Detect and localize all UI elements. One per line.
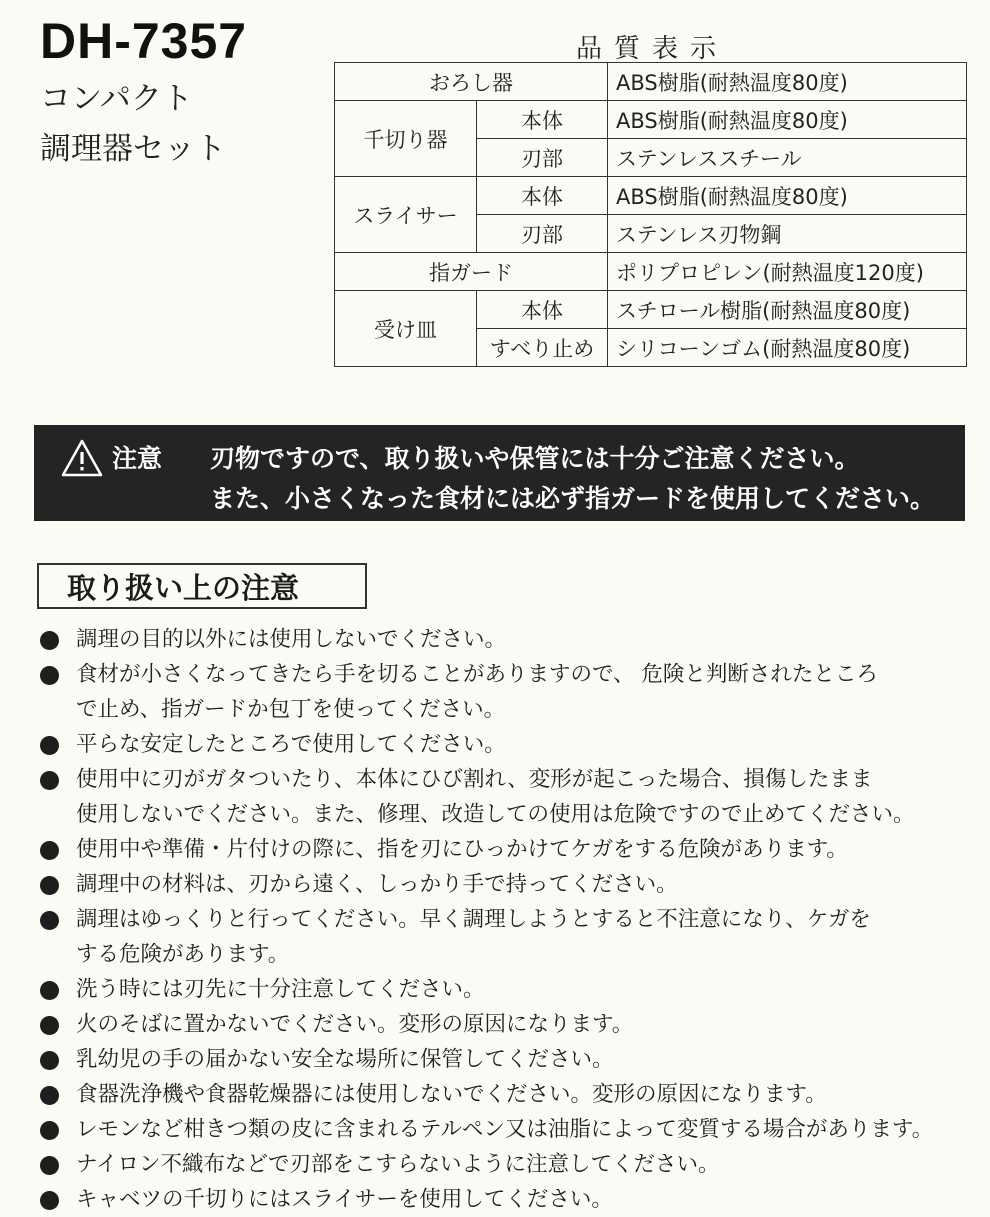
note-line: 使用中に刃がガタついたり、本体にひび割れ、変形が起こった場合、損傷したまま (76, 767, 873, 792)
material: シリコーンゴム(耐熱温度80度) (608, 329, 967, 367)
bullet-icon (40, 841, 59, 860)
bullet-icon (40, 1016, 59, 1035)
note-line: 食器洗浄機や食器乾燥器には使用しないでください。変形の原因になります。 (76, 1082, 827, 1107)
model-number: DH-7357 (40, 13, 248, 69)
note-line: 調理はゆっくりと行ってください。早く調理しようとすると不注意になり、ケガを (76, 907, 871, 932)
warning-triangle-icon (60, 438, 104, 484)
list-item (36, 727, 971, 762)
material: ポリプロピレン(耐熱温度120度) (608, 253, 967, 291)
note-line: レモンなど柑きつ類の皮に含まれるテルペン又は油脂によって変質する場合があります。 (76, 1117, 934, 1142)
sub-part: 本体 (477, 291, 608, 329)
note-line: 使用しないでください。また、修理、改造しての使用は危険ですので止めてください。 (76, 802, 915, 827)
caution-text-line2: また、小さくなった食材には必ず指ガードを使用してください。 (210, 484, 936, 513)
handling-notes-list (36, 622, 971, 1217)
sub-part: 刃部 (477, 215, 608, 253)
bullet-icon (40, 1051, 59, 1070)
part-name: 受け皿 (335, 291, 477, 367)
list-item (36, 1007, 971, 1042)
quality-label-table (334, 62, 967, 367)
caution-text-line1: 刃物ですので、取り扱いや保管には十分ご注意ください。 (210, 444, 860, 473)
bullet-icon (40, 1191, 59, 1210)
table-row (335, 63, 967, 101)
bullet-icon (40, 666, 59, 685)
sub-part: すべり止め (477, 329, 608, 367)
table-row (335, 177, 967, 215)
sub-part: 本体 (477, 177, 608, 215)
caution-label: 注意 (112, 444, 163, 473)
bullet-icon (40, 1086, 59, 1105)
product-name-line1: コンパクト (40, 81, 193, 117)
list-item (36, 1042, 971, 1077)
bullet-icon (40, 736, 59, 755)
note-line: 使用中や準備・片付けの際に、指を刃にひっかけてケガをする危険があります。 (76, 837, 848, 862)
note-line: 調理中の材料は、刃から遠く、しっかり手で持ってください。 (76, 872, 678, 897)
part-name: 指ガード (335, 253, 608, 291)
material: ステンレススチール (608, 139, 967, 177)
note-line: 平らな安定したところで使用してください。 (76, 732, 506, 757)
bullet-icon (40, 876, 59, 895)
bullet-icon (40, 1121, 59, 1140)
product-name-line2: 調理器セット (40, 131, 226, 167)
material: ABS樹脂(耐熱温度80度) (608, 177, 967, 215)
note-line: キャベツの千切りにはスライサーを使用してください。 (76, 1187, 613, 1212)
list-item (36, 902, 971, 972)
note-line: 調理の目的以外には使用しないでください。 (76, 627, 507, 652)
note-line: で止め、指ガードか包丁を使ってください。 (76, 697, 506, 722)
material: スチロール樹脂(耐熱温度80度) (608, 291, 967, 329)
note-line: 乳幼児の手の届かない安全な場所に保管してください。 (76, 1047, 614, 1072)
table-row (335, 253, 967, 291)
bullet-icon (40, 981, 59, 1000)
list-item (36, 622, 971, 657)
caution-banner (34, 425, 965, 521)
material: ステンレス刃物鋼 (608, 215, 967, 253)
sub-part: 刃部 (477, 139, 608, 177)
note-line: 火のそばに置かないでください。変形の原因になります。 (76, 1012, 634, 1037)
quality-label-title: 品質表示 (576, 34, 729, 64)
caution-text (210, 439, 935, 519)
list-item (36, 762, 971, 832)
part-name: 千切り器 (335, 101, 477, 177)
list-item (36, 1147, 971, 1182)
note-line: 食材が小さくなってきたら手を切ることがありますので、 危険と判断されたところ (76, 662, 878, 687)
table-row (335, 101, 967, 139)
note-line: ナイロン不織布などで刃部をこすらないように注意してください。 (76, 1152, 720, 1177)
list-item (36, 1077, 971, 1112)
table-row (335, 291, 967, 329)
material: ABS樹脂(耐熱温度80度) (608, 101, 967, 139)
list-item (36, 972, 971, 1007)
bullet-icon (40, 1156, 59, 1175)
bullet-icon (40, 631, 59, 650)
product-name (40, 74, 226, 174)
list-item (36, 832, 971, 867)
note-line: 洗う時には刃先に十分注意してください。 (76, 977, 485, 1002)
bullet-icon (40, 771, 59, 790)
list-item (36, 1112, 971, 1147)
list-item (36, 867, 971, 902)
material: ABS樹脂(耐熱温度80度) (608, 63, 967, 101)
handling-notes-title: 取り扱い上の注意 (37, 563, 367, 609)
part-name: スライサー (335, 177, 477, 253)
note-line: する危険があります。 (76, 942, 290, 967)
sub-part: 本体 (477, 101, 608, 139)
bullet-icon (40, 911, 59, 930)
part-name: おろし器 (335, 63, 608, 101)
list-item (36, 657, 971, 727)
